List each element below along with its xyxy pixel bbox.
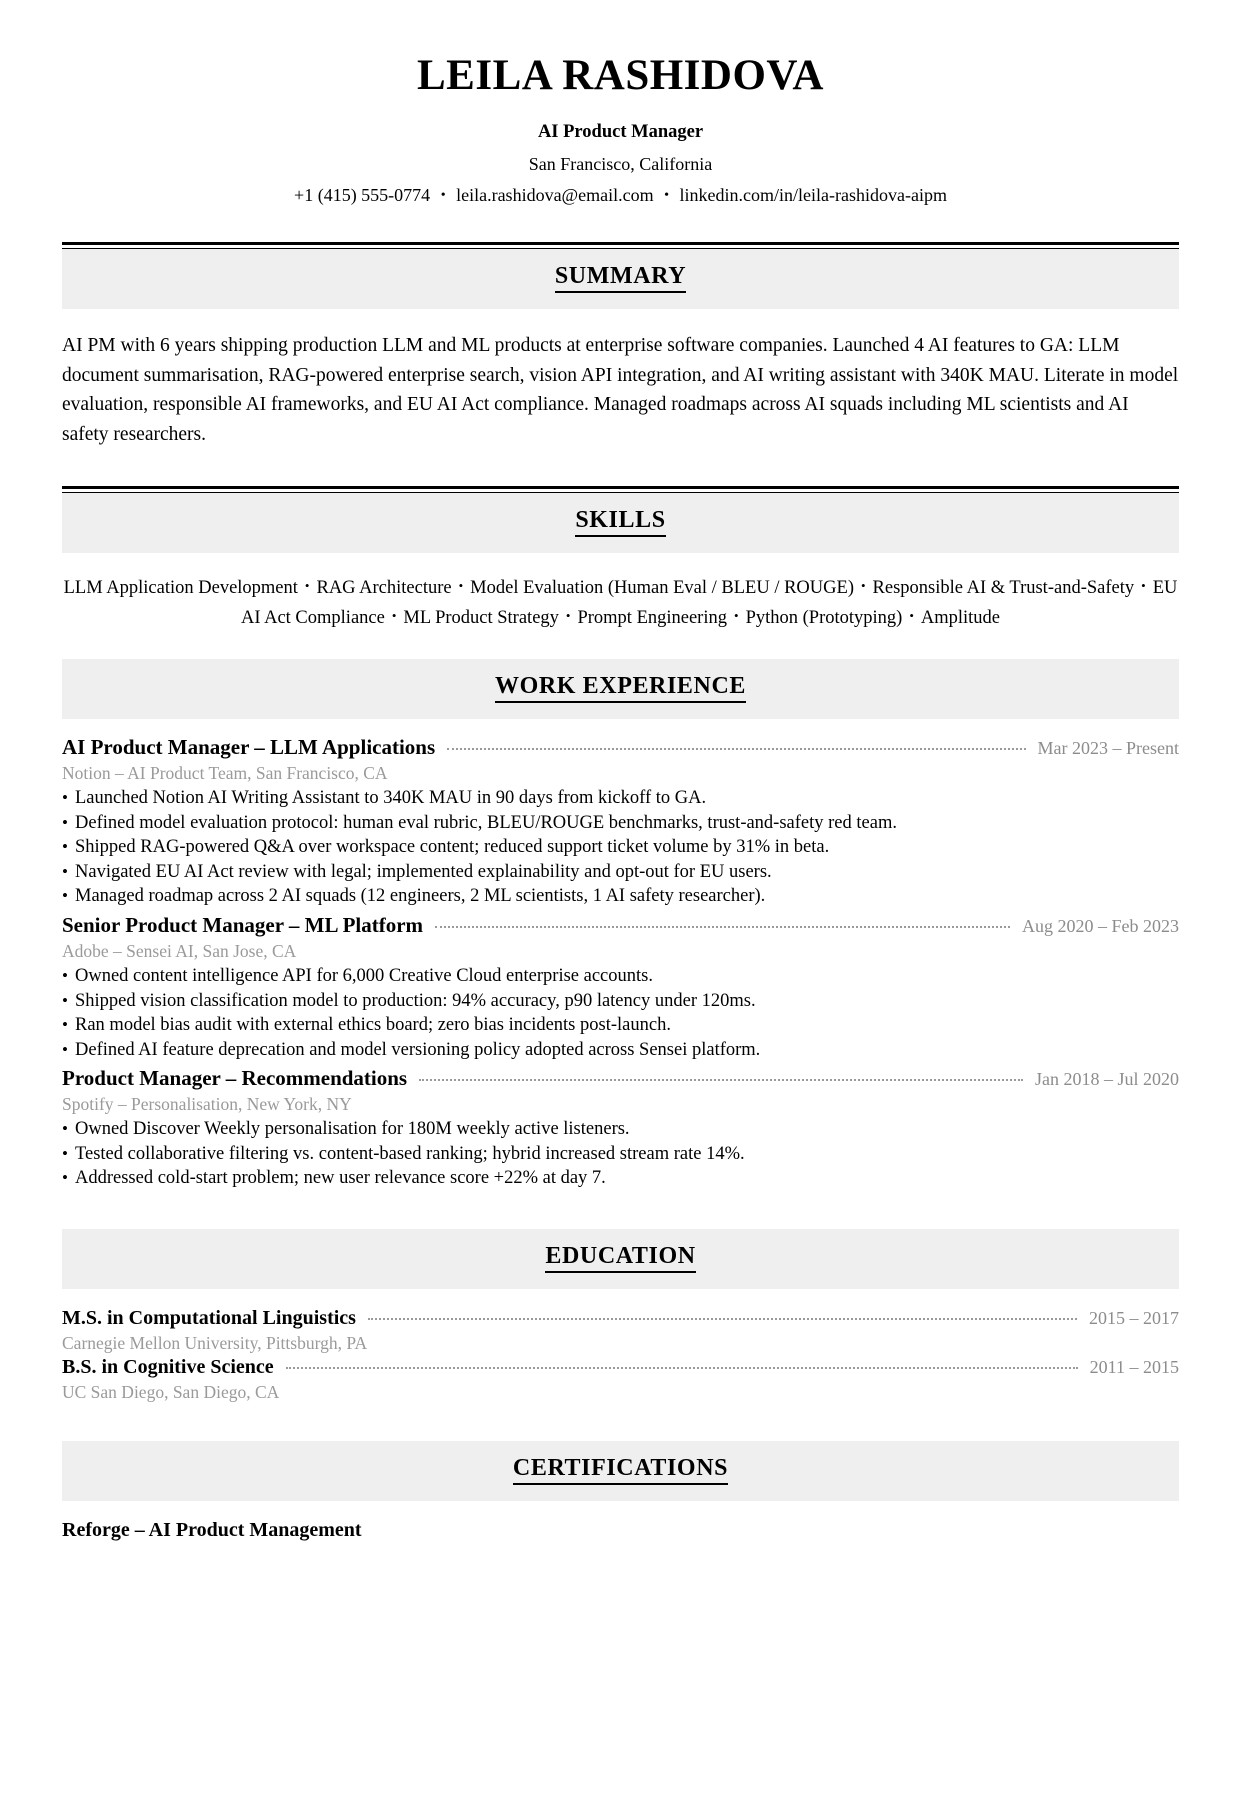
certifications-list xyxy=(62,1519,1179,1542)
contact-linkedin[interactable]: linkedin.com/in/leila-rashidova-aipm xyxy=(679,185,947,206)
bullet-item xyxy=(62,1038,1179,1063)
bullet-item xyxy=(62,1013,1179,1038)
job-date: Aug 2020 – Feb 2023 xyxy=(1022,915,1179,936)
contact-separator-icon: • xyxy=(440,188,446,204)
bullet-item xyxy=(62,884,1179,909)
bullet-dot-icon: • xyxy=(62,1168,68,1188)
bullet-text: Managed roadmap across 2 AI squads (12 engineers, 2 ML scientists, 1 AI safety researcher). xyxy=(75,886,766,907)
candidate-name: LEILA RASHIDOVA xyxy=(417,52,824,99)
section-title-work-experience: WORK EXPERIENCE xyxy=(495,673,746,703)
job-company: Spotify – Personalisation, New York, NY xyxy=(62,1094,352,1115)
bullet-item xyxy=(62,835,1179,860)
bullet-text: Launched Notion AI Writing Assistant to 340K MAU in 90 days from kickoff to GA. xyxy=(75,787,707,808)
bullet-dot-icon: • xyxy=(62,812,68,832)
skill-item: LLM Application Development xyxy=(63,577,298,598)
section-header-summary xyxy=(62,249,1179,309)
bullet-item xyxy=(62,860,1179,885)
job-title: Product Manager – Recommendations xyxy=(62,1066,408,1091)
bullet-dot-icon: • xyxy=(62,965,68,985)
bullet-text: Shipped vision classification model to production: 94% accuracy, p90 latency under 120ms. xyxy=(75,990,756,1011)
section-title-education: EDUCATION xyxy=(545,1243,695,1273)
skill-separator-icon: • xyxy=(458,577,464,593)
education-entry xyxy=(62,1307,1179,1354)
skill-item: Amplitude xyxy=(920,607,1001,628)
bullet-item xyxy=(62,989,1179,1014)
entry-header-row xyxy=(62,1307,1179,1330)
bullet-text: Defined model evaluation protocol: human eval rubric, BLEU/ROUGE benchmarks, trust-and-safety red team. xyxy=(75,812,897,833)
bullet-dot-icon: • xyxy=(62,1039,68,1059)
skills-list xyxy=(62,573,1179,633)
bullet-text: Owned content intelligence API for 6,000 Creative Cloud enterprise accounts. xyxy=(75,965,653,986)
skill-item: Python (Prototyping) xyxy=(745,607,903,628)
section-header-certifications xyxy=(62,1441,1179,1501)
skill-separator-icon: • xyxy=(1141,577,1146,593)
bullet-text: Shipped RAG-powered Q&A over workspace content; reduced support ticket volume by 31% in beta. xyxy=(75,837,830,858)
bullet-item xyxy=(62,1142,1179,1167)
summary-divider xyxy=(62,242,1179,249)
skill-separator-icon: • xyxy=(304,577,310,593)
bullet-dot-icon: • xyxy=(62,837,68,857)
bullet-item xyxy=(62,1117,1179,1142)
work-experience-list xyxy=(62,735,1179,1191)
job-title: AI Product Manager – LLM Applications xyxy=(62,734,436,759)
bullet-item xyxy=(62,786,1179,811)
bullet-text: Owned Discover Weekly personalisation for 180M weekly active listeners. xyxy=(75,1119,630,1140)
bullet-dot-icon: • xyxy=(62,1015,68,1035)
bullet-item xyxy=(62,1166,1179,1191)
certification-title: Reforge – AI Product Management xyxy=(62,1519,362,1542)
dotted-leader xyxy=(435,925,1010,928)
bullet-text: Tested collaborative filtering vs. content-based ranking; hybrid increased stream rate 14%. xyxy=(75,1143,745,1164)
bullet-text: Navigated EU AI Act review with legal; implemented explainability and opt-out for EU users. xyxy=(75,861,772,882)
bullet-list xyxy=(62,1117,1179,1191)
contact-phone: +1 (415) 555-0774 xyxy=(294,185,431,206)
bullet-dot-icon: • xyxy=(62,886,68,906)
degree-title: M.S. in Computational Linguistics xyxy=(62,1307,356,1330)
bullet-text: Defined AI feature deprecation and model versioning policy adopted across Sensei platform. xyxy=(75,1039,761,1060)
job-title: Senior Product Manager – ML Platform xyxy=(62,912,424,937)
entry-header-row xyxy=(62,735,1179,760)
bullet-dot-icon: • xyxy=(62,861,68,881)
entry-header-row xyxy=(62,1066,1179,1091)
skill-item: Prompt Engineering xyxy=(577,607,727,628)
dotted-leader xyxy=(368,1317,1077,1320)
skill-item: Model Evaluation (Human Eval / BLEU / ROUGE) xyxy=(470,577,854,598)
summary-text: AI PM with 6 years shipping production LLM and ML products at enterprise software companies. Launched 4 AI features to GA: LLM document summarisation, RAG-powered enterprise search, vision API integration, and AI writing assistant with 340K MAU. Literate in model evaluation, responsible AI frameworks, and EU AI Act compliance. Managed roadmaps across AI squads including ML scientists and AI safety researchers. xyxy=(62,335,1179,446)
skill-item: Responsible AI & Trust-and-Safety xyxy=(872,577,1135,598)
degree-date: 2015 – 2017 xyxy=(1089,1308,1179,1329)
skill-separator-icon: • xyxy=(860,577,866,593)
resume-page xyxy=(0,52,1241,1806)
bullet-list xyxy=(62,964,1179,1062)
bullet-list xyxy=(62,786,1179,909)
section-title-skills: SKILLS xyxy=(575,507,665,537)
job-date: Jan 2018 – Jul 2020 xyxy=(1035,1069,1179,1090)
contact-separator-icon: • xyxy=(664,188,670,204)
dotted-leader xyxy=(419,1078,1023,1081)
bullet-dot-icon: • xyxy=(62,990,68,1010)
candidate-headline: AI Product Manager xyxy=(537,122,704,143)
skill-separator-icon: • xyxy=(391,607,397,623)
bullet-item xyxy=(62,811,1179,836)
contact-email[interactable]: leila.rashidova@email.com xyxy=(456,185,654,206)
job-company: Adobe – Sensei AI, San Jose, CA xyxy=(62,940,297,961)
section-header-education xyxy=(62,1229,1179,1289)
section-title-summary: SUMMARY xyxy=(555,263,686,293)
certification-entry xyxy=(62,1519,1179,1542)
section-title-certifications: CERTIFICATIONS xyxy=(513,1455,728,1485)
bullet-item xyxy=(62,964,1179,989)
dotted-leader xyxy=(447,747,1025,750)
skill-item: EU AI Act Compliance xyxy=(240,577,1178,628)
degree-date: 2011 – 2015 xyxy=(1089,1357,1179,1378)
bullet-dot-icon: • xyxy=(62,787,68,807)
entry-header-row xyxy=(62,913,1179,938)
resume-header xyxy=(62,52,1179,206)
bullet-dot-icon: • xyxy=(62,1143,68,1163)
job-date: Mar 2023 – Present xyxy=(1037,737,1179,758)
skills-divider xyxy=(62,486,1179,493)
school-name: Carnegie Mellon University, Pittsburgh, PA xyxy=(62,1333,368,1354)
skill-separator-icon: • xyxy=(565,607,571,623)
job-company: Notion – AI Product Team, San Francisco, CA xyxy=(62,762,388,783)
work-entry xyxy=(62,1066,1179,1191)
school-name: UC San Diego, San Diego, CA xyxy=(62,1382,280,1403)
education-list xyxy=(62,1307,1179,1403)
work-entry xyxy=(62,913,1179,1062)
contact-line xyxy=(62,185,1179,206)
candidate-location: San Francisco, California xyxy=(528,154,713,175)
work-entry xyxy=(62,735,1179,909)
section-header-work-experience xyxy=(62,659,1179,719)
bullet-dot-icon: • xyxy=(62,1119,68,1139)
skill-separator-icon: • xyxy=(734,607,739,623)
bullet-text: Addressed cold-start problem; new user relevance score +22% at day 7. xyxy=(75,1168,606,1189)
education-entry xyxy=(62,1356,1179,1403)
entry-header-row xyxy=(62,1519,1179,1542)
section-header-skills xyxy=(62,493,1179,553)
entry-header-row xyxy=(62,1356,1179,1379)
dotted-leader xyxy=(286,1366,1078,1369)
degree-title: B.S. in Cognitive Science xyxy=(62,1356,274,1379)
skill-item: ML Product Strategy xyxy=(403,607,559,628)
bullet-text: Ran model bias audit with external ethics board; zero bias incidents post-launch. xyxy=(75,1015,671,1036)
skill-item: RAG Architecture xyxy=(316,577,452,598)
skill-separator-icon: • xyxy=(909,607,914,623)
